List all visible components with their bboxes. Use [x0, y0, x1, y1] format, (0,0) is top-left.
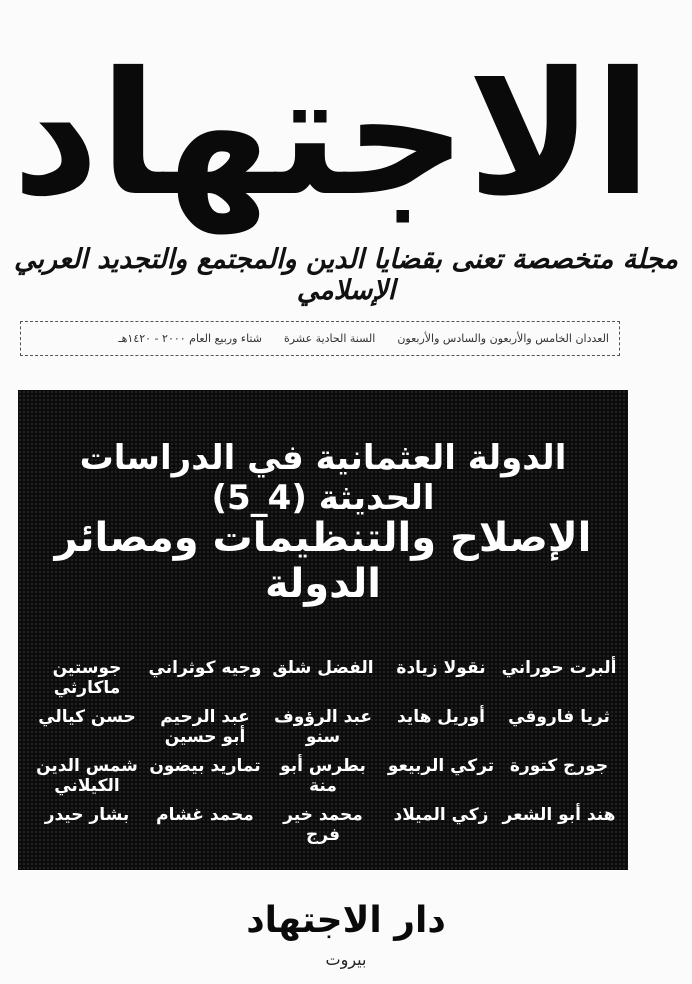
- author-name: هند أبو الشعر: [502, 805, 616, 825]
- author-name: بطرس أبو منة: [280, 756, 366, 796]
- issue-info-strip: [20, 321, 620, 356]
- author-name: الفضل شلق: [272, 658, 374, 678]
- author-name: عبد الرؤوف سنو: [274, 707, 372, 747]
- magazine-title: الاجتهاد: [11, 36, 652, 234]
- author-name: بشار حيدر: [44, 805, 130, 825]
- author-name: محمد خير فرج: [283, 805, 363, 845]
- author-name: محمد غشام: [156, 805, 254, 825]
- issue-season: شتاء وربيع العام ٢٠٠٠ - ١٤٢٠هـ: [118, 332, 262, 345]
- author-name: نقولا زيادة: [396, 658, 486, 678]
- author-name: وجيه كوثراني: [148, 658, 262, 678]
- author-name: زكي الميلاد: [393, 805, 489, 825]
- author-name: عبد الرحيم أبو حسين: [160, 707, 250, 747]
- feature-panel: [18, 390, 628, 870]
- author-name: تماريد بيضون: [149, 756, 261, 776]
- issue-number: العددان الخامس والأربعون والسادس والأربعون: [397, 332, 609, 345]
- author-name: ثريا فاروقي: [508, 707, 610, 727]
- magazine-subtitle: مجلة متخصصة تعنى بقضايا الدين والمجتمع والتجديد العربي الإسلامي: [14, 244, 678, 306]
- author-name: أوريل هايد: [396, 707, 486, 727]
- issue-year: السنة الحادية عشرة: [283, 332, 376, 345]
- author-name: جورج كتورة: [509, 756, 609, 776]
- authors-list: [28, 658, 618, 845]
- series-title: الدولة العثمانية في الدراسات الحديثة (4_5): [79, 438, 567, 518]
- publisher-city: بيروت: [325, 950, 367, 969]
- author-name: شمس الدين الكيلاني: [36, 756, 138, 796]
- author-name: تركي الربيعو: [387, 756, 495, 776]
- feature-title: الإصلاح والتنظيمات ومصائر الدولة: [54, 515, 592, 607]
- author-name: ألبرت حوراني: [501, 658, 617, 678]
- author-name: جوستين ماكارثي: [52, 658, 122, 698]
- publisher-name: دار الاجتهاد: [246, 900, 446, 941]
- author-name: حسن كيالي: [38, 707, 136, 727]
